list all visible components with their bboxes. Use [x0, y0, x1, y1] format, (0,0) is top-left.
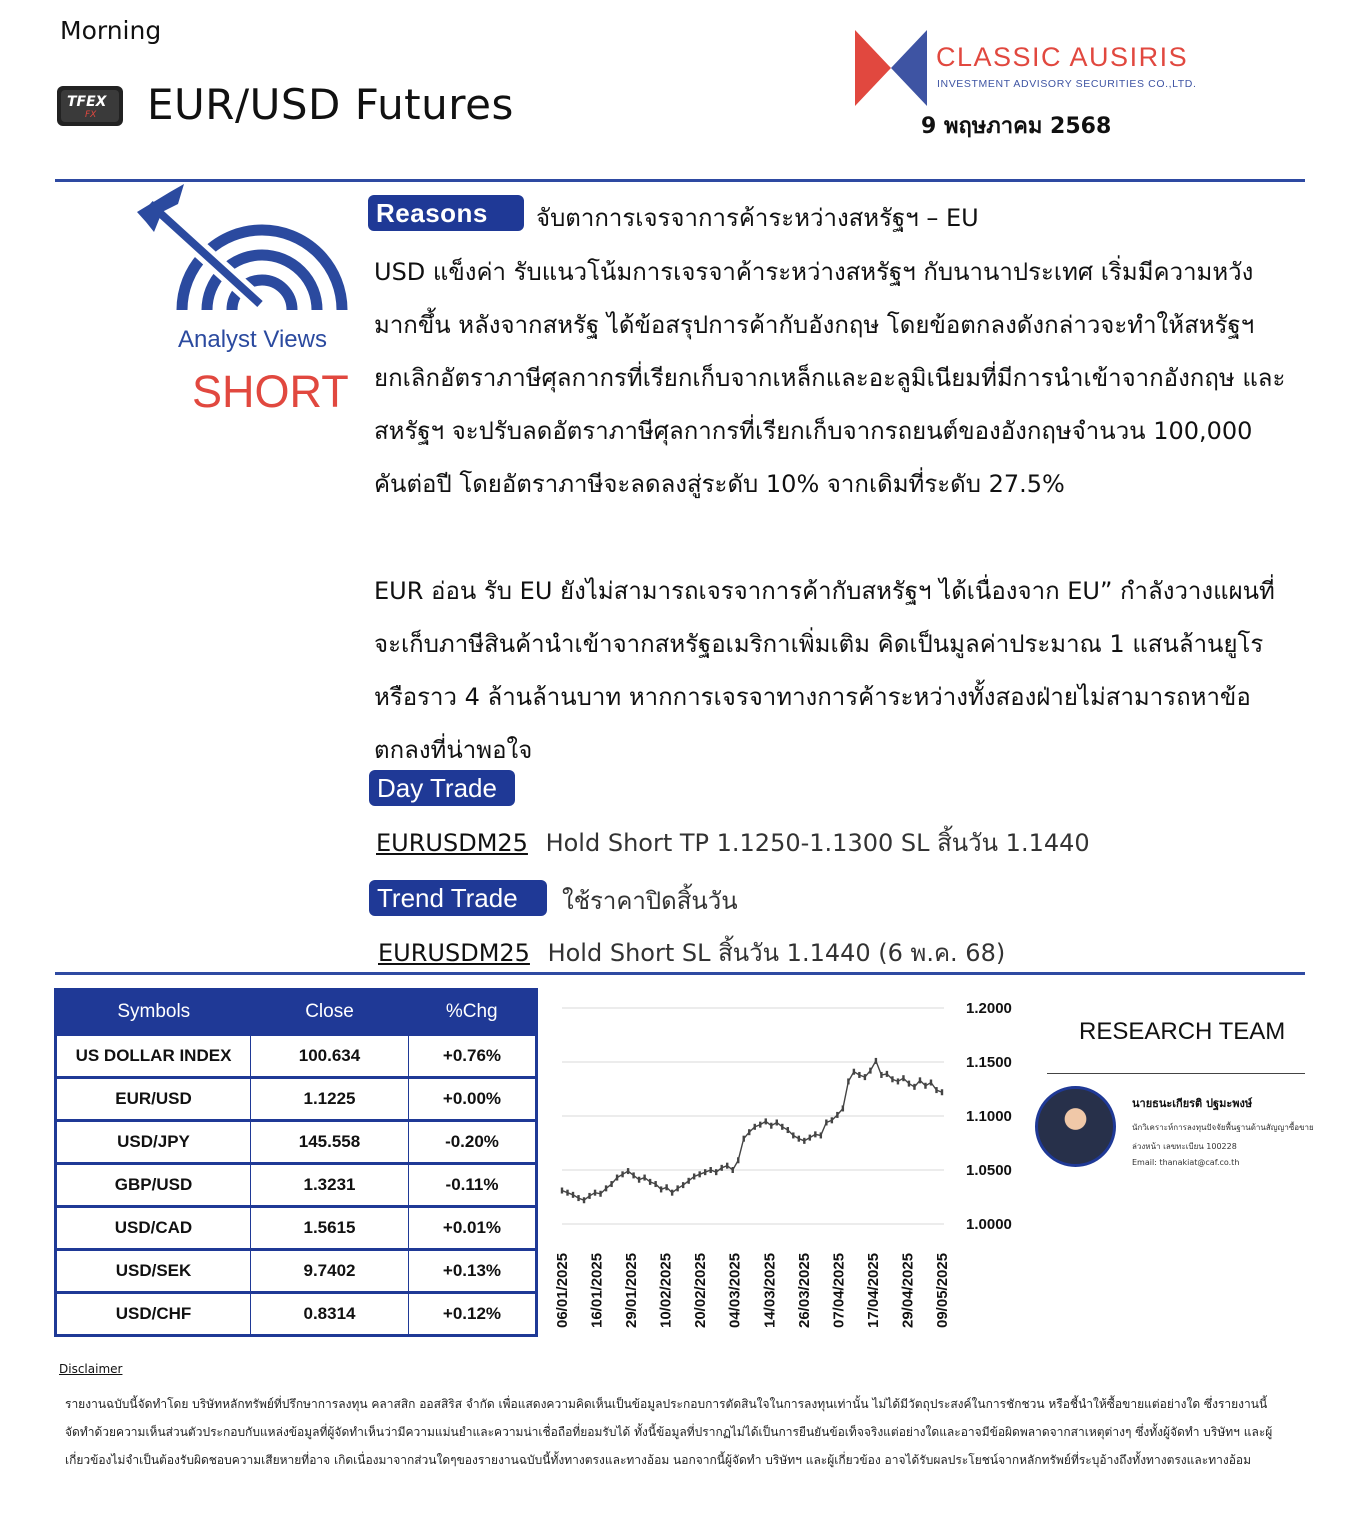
chart-data-point [814, 1131, 816, 1137]
table-cell-chg: -0.20% [409, 1121, 537, 1164]
chart-data-point [561, 1188, 563, 1194]
table-cell-chg: +0.01% [409, 1207, 537, 1250]
chart-data-point [682, 1182, 684, 1188]
chart-data-point [599, 1191, 601, 1197]
usd-paragraph: USD แข็งค่า รับแนวโน้มการเจรจาค้าระหว่างสหรัฐฯ กับนานาประเทศ เริ่มมีความหวังมากขึ้น หลังจากสหรัฐ ได้ข้อสรุปการค้ากับอังกฤษ โดยข้อตกลงดังกล่าวจะทำให้สหรัฐฯ ยกเลิกอัตราภาษีศุลกากรที่เรียกเก็บจากเหล็กและอะลูมิเนียมที่มีการนำเข้าจากอังกฤษ และสหรัฐฯ จะปรับลดอัตราภาษีศุลกากรที่เรียกเก็บจากรถยนต์ของอังกฤษจำนวน 100,000 คันต่อปี โดยอัตราภาษีจะลดลงสู่ระดับ 10% จากเดิมที่ระดับ 27.5% [374, 258, 1286, 498]
chart-data-point [693, 1173, 695, 1179]
chart-data-point [798, 1136, 800, 1142]
chart-data-point [709, 1167, 711, 1173]
chart-data-point [803, 1138, 805, 1144]
table-row [56, 1293, 537, 1336]
chart-data-point [864, 1074, 866, 1080]
chart-x-tick-label: 20/02/2025 [692, 1252, 710, 1328]
table-row [56, 1164, 537, 1207]
chart-data-point [732, 1167, 734, 1173]
chart-data-point [715, 1169, 717, 1175]
chart-data-point [759, 1122, 761, 1128]
chart-data-point [941, 1089, 943, 1095]
chart-data-point [676, 1185, 678, 1191]
table-cell-symbol: USD/CHF [56, 1293, 251, 1336]
day-trade-tag: Day Trade [369, 770, 515, 806]
chart-data-point [902, 1075, 904, 1081]
chart-x-tick-label: 09/05/2025 [934, 1252, 951, 1328]
table-cell-close: 100.634 [251, 1035, 409, 1078]
analyst-role: นักวิเคราะห์การลงทุนปัจจัยพื้นฐานด้านสัญญาซื้อขายล่วงหน้า เลขทะเบียน 100228 [1132, 1123, 1314, 1151]
day-trade-symbol: EURUSDM25 [376, 829, 528, 857]
chart-data-point [704, 1169, 706, 1175]
report-period: Morning [60, 16, 162, 45]
table-row [56, 1121, 537, 1164]
eurusd-chart [550, 990, 1030, 1335]
research-divider [1047, 1073, 1305, 1074]
chart-x-tick-label: 06/01/2025 [554, 1252, 571, 1328]
disclaimer-title: Disclaimer [59, 1362, 123, 1376]
chart-x-ticks [554, 1253, 951, 1328]
chart-data-point [919, 1077, 921, 1083]
table-cell-close: 1.5615 [251, 1207, 409, 1250]
table-cell-symbol: GBP/USD [56, 1164, 251, 1207]
chart-data-point [743, 1136, 745, 1142]
table-cell-close: 9.7402 [251, 1250, 409, 1293]
chart-data-point [577, 1195, 579, 1201]
chart-series [561, 1058, 943, 1203]
chart-data-point [935, 1087, 937, 1093]
svg-text:TFEX: TFEX [67, 94, 107, 110]
chart-data-point [908, 1081, 910, 1087]
trend-trade-symbol: EURUSDM25 [378, 939, 530, 967]
chart-data-point [621, 1171, 623, 1177]
analyst-views-label: Analyst Views [178, 326, 327, 353]
table-cell-chg: +0.00% [409, 1078, 537, 1121]
target-icon [132, 182, 352, 317]
table-cell-chg: +0.13% [409, 1250, 537, 1293]
table-row [56, 1078, 537, 1121]
chart-x-tick-label: 14/03/2025 [761, 1252, 779, 1328]
chart-data-point [880, 1072, 882, 1078]
chart-data-point [924, 1083, 926, 1089]
chart-data-point [770, 1123, 772, 1129]
chart-data-point [869, 1068, 871, 1074]
chart-data-point [726, 1163, 728, 1169]
chart-data-point [654, 1181, 656, 1187]
trend-trade-note: ใช้ราคาปิดสิ้นวัน [562, 887, 738, 915]
svg-text:FX: FX [85, 110, 97, 120]
table-cell-symbol: USD/JPY [56, 1121, 251, 1164]
eur-paragraph: EUR อ่อน รับ EU ยังไม่สามารถเจรจาการค้ากับสหรัฐฯ ได้เนื่องจาก EU” กำลังวางแผนที่จะเก็บภาษีสินค้านำเข้าจากสหรัฐอเมริกาเพิ่มเติม คิดเป็นมูลค่าประมาณ 1 แสนล้านยูโร หรือราว 4 ล้านล้านบาท หากการเจรจาทางการค้าระหว่างทั้งสองฝ่ายไม่สามารถหาข้อตกลงที่น่าพอใจ [374, 577, 1275, 764]
table-row [56, 1035, 537, 1078]
table-row [56, 1250, 537, 1293]
chart-data-point [687, 1178, 689, 1184]
chart-y-tick-label: 1.0500 [966, 1162, 1012, 1179]
chart-data-point [820, 1132, 822, 1138]
section-divider [55, 972, 1305, 975]
table-cell-symbol: USD/SEK [56, 1250, 251, 1293]
chart-data-point [594, 1190, 596, 1196]
chart-data-point [809, 1135, 811, 1141]
chart-data-point [891, 1076, 893, 1082]
disclaimer-text: รายงานฉบับนี้จัดทำโดย บริษัทหลักทรัพย์ที่ปรึกษาการลงทุน คลาสสิก ออสสิริส จำกัด เพื่อแสดงความคิดเห็นเป็นข้อมูลประกอบการตัดสินใจในการลงทุนเท่านั้น ไม่ได้มีวัตถุประสงค์ในการชักชวน หรือชี้นำให้ซื้อขายแต่อย่างใด ซึ่งรายงานนี้ จัดทำด้วยความเห็นส่วนตัวประกอบกับแหล่งข้อมูลที่ผู้จัดทำเห็นว่ามีความแม่นยำและความน่าเชื่อถือที่ยอมรับได้ ทั้งนี้ข้อมูลที่ปรากฏไม่ได้เป็นการยืนยันข้อเท็จจริงแต่อย่างใดและอาจมีข้อผิดพลาดจากสาเหตุต่างๆ ซึ่งทั้งผู้จัดทำ บริษัทฯ และผู้เกี่ยวข้องไม่จำเป็นต้องรับผิดชอบความเสียหายที่อาจ เกิดเนื่องมาจากส่วนใดๆของรายงานฉบับนี้ทั้งทางตรงและทางอ้อม นอกจากนี้ผู้จัดทำ บริษัทฯ และผู้เกี่ยวข้อง อาจได้รับผลประโยชน์จากหลักทรัพย์ที่ระบุอ้างถึงทั้งทางตรงและทางอ้อม [65, 1397, 1273, 1467]
chart-data-point [781, 1124, 783, 1130]
chart-data-point [649, 1179, 651, 1185]
chart-data-point [847, 1078, 849, 1084]
trend-trade-line [378, 933, 1005, 972]
company-subtitle: INVESTMENT ADVISORY SECURITIES CO.,LTD. [937, 78, 1197, 90]
chart-x-tick-label: 17/04/2025 [864, 1252, 882, 1328]
trend-trade-tag: Trend Trade [369, 880, 547, 916]
tfex-logo [55, 82, 125, 130]
chart-series-line [562, 1061, 942, 1200]
chart-y-tick-label: 1.1500 [966, 1054, 1012, 1071]
chart-data-point [853, 1069, 855, 1075]
chart-data-point [605, 1185, 607, 1191]
chart-y-tick-label: 1.1000 [966, 1108, 1012, 1125]
chart-data-point [836, 1112, 838, 1118]
quote-table [54, 988, 538, 1337]
reasons-tag: Reasons [368, 195, 524, 231]
table-cell-symbol: EUR/USD [56, 1078, 251, 1121]
table-cell-close: 1.1225 [251, 1078, 409, 1121]
chart-data-point [632, 1172, 634, 1178]
chart-data-point [897, 1078, 899, 1084]
chart-data-point [721, 1165, 723, 1171]
chart-x-tick-label: 04/03/2025 [726, 1252, 744, 1328]
chart-x-tick-label: 26/03/2025 [795, 1252, 813, 1328]
chart-y-tick-label: 1.2000 [966, 1000, 1012, 1017]
chart-data-point [572, 1192, 574, 1198]
chart-data-point [610, 1181, 612, 1187]
chart-data-point [627, 1168, 629, 1174]
reasons-heading: จับตาการเจรจาการค้าระหว่างสหรัฐฯ – EU [536, 204, 979, 232]
chart-data-point [930, 1080, 932, 1086]
chart-data-point [748, 1129, 750, 1135]
chart-data-point [643, 1175, 645, 1181]
chart-data-point [792, 1132, 794, 1138]
page-title: EUR/USD Futures [147, 80, 514, 129]
chart-data-point [787, 1127, 789, 1133]
table-cell-chg: +0.12% [409, 1293, 537, 1336]
chart-x-tick-label: 29/01/2025 [623, 1252, 641, 1328]
chart-grid [562, 1008, 944, 1224]
analyst-name: นายธนะเกียรติ ปฐมะพงษ์ [1132, 1097, 1253, 1110]
chart-data-point [765, 1118, 767, 1124]
table-row [56, 1207, 537, 1250]
chart-x-tick-label: 07/04/2025 [830, 1252, 848, 1328]
chart-data-point [698, 1171, 700, 1177]
table-header-row [56, 990, 537, 1035]
company-name: CLASSIC AUSIRIS [936, 42, 1189, 72]
table-cell-chg: +0.76% [409, 1035, 537, 1078]
report-date: 9 พฤษภาคม 2568 [921, 114, 1112, 139]
chart-y-tick-label: 1.0000 [966, 1216, 1012, 1233]
chart-data-point [825, 1119, 827, 1125]
table-cell-close: 0.8314 [251, 1293, 409, 1336]
chart-data-point [842, 1105, 844, 1111]
analyst-avatar [1035, 1086, 1116, 1167]
chart-y-ticks [966, 1000, 1012, 1233]
chart-data-point [858, 1072, 860, 1078]
chart-data-point [737, 1157, 739, 1163]
table-cell-symbol: USD/CAD [56, 1207, 251, 1250]
chart-data-point [588, 1193, 590, 1199]
analyst-email: Email: thanakiat@caf.co.th [1132, 1158, 1240, 1167]
chart-data-point [831, 1117, 833, 1123]
chart-data-point [638, 1177, 640, 1183]
table-cell-chg: -0.11% [409, 1164, 537, 1207]
table-header-chg: %Chg [409, 990, 537, 1035]
table-cell-symbol: US DOLLAR INDEX [56, 1035, 251, 1078]
table-header-close: Close [251, 990, 409, 1035]
chart-data-point [875, 1058, 877, 1064]
chart-data-point [913, 1084, 915, 1090]
day-trade-text: Hold Short TP 1.1250-1.1300 SL สิ้นวัน 1.1440 [545, 829, 1090, 857]
company-logo [855, 30, 927, 106]
chart-data-point [671, 1190, 673, 1196]
chart-x-tick-label: 29/04/2025 [899, 1252, 917, 1328]
chart-data-point [886, 1071, 888, 1077]
analyst-view-value: SHORT [192, 366, 349, 417]
chart-data-point [754, 1124, 756, 1130]
table-header-symbols: Symbols [56, 990, 251, 1035]
trend-trade-text: Hold Short SL สิ้นวัน 1.1440 (6 พ.ค. 68) [547, 939, 1006, 967]
research-team-title: RESEARCH TEAM [1079, 1018, 1286, 1045]
chart-data-point [583, 1197, 585, 1203]
chart-x-tick-label: 16/01/2025 [588, 1252, 606, 1328]
chart-x-tick-label: 10/02/2025 [657, 1252, 675, 1328]
chart-data-point [776, 1119, 778, 1125]
table-cell-close: 145.558 [251, 1121, 409, 1164]
chart-data-point [616, 1175, 618, 1181]
chart-data-point [665, 1184, 667, 1190]
chart-data-point [566, 1190, 568, 1196]
day-trade-line [376, 823, 1090, 862]
table-cell-close: 1.3231 [251, 1164, 409, 1207]
chart-data-point [660, 1186, 662, 1192]
